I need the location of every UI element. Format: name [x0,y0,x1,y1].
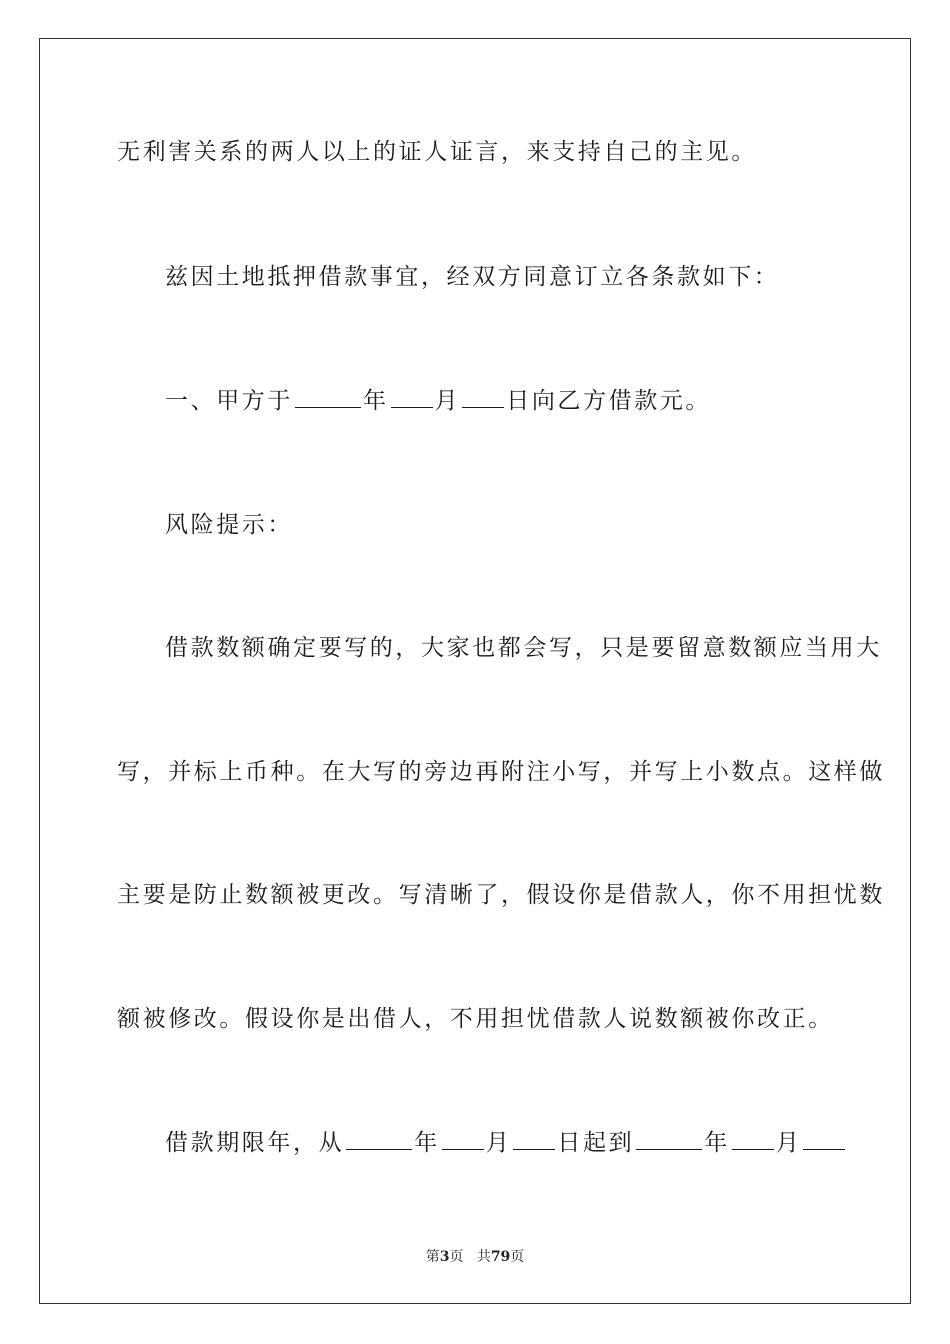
footer-text: 共 [476,1249,491,1265]
page-number: 3 [439,1249,450,1265]
text-segment: 借款期限年，从 [165,1130,345,1156]
clause-one-line [165,386,711,416]
text-segment: 年 [363,388,389,414]
text-segment: 日向乙方借款元。 [506,388,712,414]
paragraph-line: 额被修改。假设你是出借人，不用担忧借款人说数额被你改正。 [117,1006,834,1032]
page-border [39,38,911,1304]
footer-text: 页 [449,1249,464,1265]
section-heading: 风险提示： [165,512,293,538]
text-segment: 月 [434,388,461,414]
footer-text: 第 [425,1249,440,1265]
text-segment: 月 [485,1130,512,1156]
blank-field [732,1129,774,1150]
paragraph-line: 主要是防止数额被更改。写清晰了，假设你是借款人，你不用担忧数 [117,882,885,908]
text-segment: 月 [775,1130,802,1156]
paragraph-line: 写，并标上币种。在大写的旁边再附注小写，并写上小数点。这样做 [117,759,885,785]
text-segment: 年 [704,1130,730,1156]
page-footer [0,1246,950,1266]
blank-field [462,387,504,408]
blank-field [346,1129,412,1150]
blank-field [513,1129,555,1150]
text-segment: 一、甲方于 [165,388,293,414]
loan-term-line [165,1128,847,1158]
paragraph-line: 无利害关系的两人以上的证人证言，来支持自己的主见。 [117,139,757,165]
blank-field [391,387,433,408]
blank-field [442,1129,484,1150]
blank-field [636,1129,702,1150]
footer-text: 页 [510,1249,525,1265]
text-segment: 年 [414,1130,440,1156]
paragraph-line: 兹因土地抵押借款事宜，经双方同意订立各条款如下： [165,264,780,290]
text-segment: 日起到 [557,1130,635,1156]
blank-field [803,1129,845,1150]
paragraph-line: 借款数额确定要写的，大家也都会写，只是要留意数额应当用大 [165,635,882,661]
total-pages: 79 [490,1249,511,1265]
blank-field [295,387,361,408]
